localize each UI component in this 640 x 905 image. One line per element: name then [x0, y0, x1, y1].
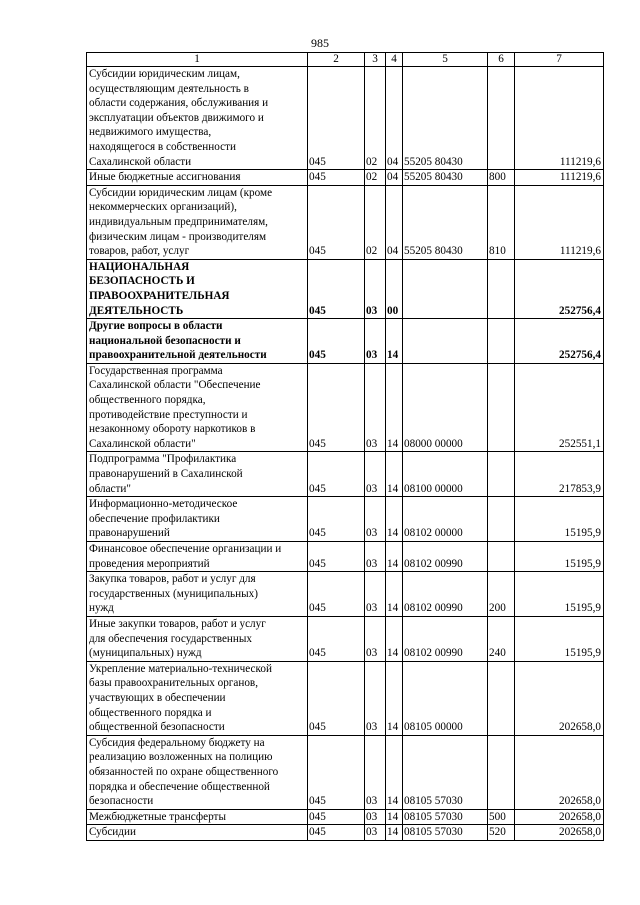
row-subsection-code-cell: 14	[386, 809, 403, 825]
row-subsection-code-cell: 04	[386, 67, 403, 170]
row-ministry-code-cell: 045	[308, 572, 365, 617]
row-name-cell: Другие вопросы в области национальной безопасности и правоохранительной деятельности	[87, 319, 308, 364]
row-target-article-cell: 08105 57030	[403, 825, 488, 841]
row-expense-type-cell	[488, 497, 515, 542]
row-section-code-cell: 03	[365, 497, 386, 542]
row-amount-cell: 15195,9	[515, 497, 604, 542]
row-section-code-cell: 03	[365, 452, 386, 497]
row-ministry-code-cell: 045	[308, 170, 365, 186]
row-ministry-code-cell: 045	[308, 452, 365, 497]
row-expense-type-cell: 800	[488, 170, 515, 186]
table-row	[87, 809, 604, 825]
table-row	[87, 661, 604, 735]
row-section-code-cell: 03	[365, 572, 386, 617]
row-name-cell: Субсидии	[87, 825, 308, 841]
row-target-article-cell: 08105 00000	[403, 661, 488, 735]
row-expense-type-cell	[488, 661, 515, 735]
row-amount-cell: 202658,0	[515, 735, 604, 809]
table-row	[87, 497, 604, 542]
row-section-code-cell: 03	[365, 319, 386, 364]
row-section-code-cell: 03	[365, 825, 386, 841]
row-subsection-code-cell: 04	[386, 170, 403, 186]
row-ministry-code-cell: 045	[308, 497, 365, 542]
row-section-code-cell: 03	[365, 259, 386, 318]
row-target-article-cell: 08102 00000	[403, 497, 488, 542]
row-amount-cell: 252551,1	[515, 363, 604, 452]
row-section-code-cell: 03	[365, 616, 386, 661]
row-name-cell: НАЦИОНАЛЬНАЯ БЕЗОПАСНОСТЬ И ПРАВООХРАНИТЕЛЬНАЯ ДЕЯТЕЛЬНОСТЬ	[87, 259, 308, 318]
table-row	[87, 363, 604, 452]
row-target-article-cell: 55205 80430	[403, 185, 488, 259]
table-row	[87, 67, 604, 170]
row-ministry-code-cell: 045	[308, 825, 365, 841]
header-cell: 7	[515, 53, 604, 67]
page-number: 985	[311, 36, 329, 50]
row-amount-cell: 111219,6	[515, 170, 604, 186]
row-amount-cell: 111219,6	[515, 185, 604, 259]
row-target-article-cell: 08100 00000	[403, 452, 488, 497]
row-amount-cell: 252756,4	[515, 319, 604, 364]
row-name-cell: Межбюджетные трансферты	[87, 809, 308, 825]
row-amount-cell: 15195,9	[515, 542, 604, 572]
row-amount-cell: 217853,9	[515, 452, 604, 497]
row-subsection-code-cell: 14	[386, 572, 403, 617]
row-amount-cell: 15195,9	[515, 572, 604, 617]
row-expense-type-cell: 810	[488, 185, 515, 259]
table-row	[87, 735, 604, 809]
row-section-code-cell: 02	[365, 67, 386, 170]
header-cell: 6	[488, 53, 515, 67]
row-ministry-code-cell: 045	[308, 735, 365, 809]
row-subsection-code-cell: 14	[386, 319, 403, 364]
row-target-article-cell: 08102 00990	[403, 572, 488, 617]
row-subsection-code-cell: 14	[386, 452, 403, 497]
table-row	[87, 259, 604, 318]
row-expense-type-cell	[488, 67, 515, 170]
row-expense-type-cell	[488, 319, 515, 364]
row-name-cell: Иные закупки товаров, работ и услуг для обеспечения государственных (муниципальных) нужд	[87, 616, 308, 661]
row-amount-cell: 202658,0	[515, 661, 604, 735]
row-amount-cell: 202658,0	[515, 809, 604, 825]
row-target-article-cell	[403, 319, 488, 364]
row-target-article-cell: 08102 00990	[403, 542, 488, 572]
row-section-code-cell: 02	[365, 170, 386, 186]
row-name-cell: Информационно-методическое обеспечение профилактики правонарушений	[87, 497, 308, 542]
row-expense-type-cell	[488, 363, 515, 452]
row-ministry-code-cell: 045	[308, 67, 365, 170]
row-name-cell: Государственная программа Сахалинской области "Обеспечение общественного порядка, противодействие преступности и незаконному обороту наркотиков в Сахалинской области"	[87, 363, 308, 452]
row-expense-type-cell	[488, 452, 515, 497]
row-section-code-cell: 03	[365, 735, 386, 809]
row-subsection-code-cell: 14	[386, 497, 403, 542]
table-row	[87, 170, 604, 186]
table-row	[87, 616, 604, 661]
row-subsection-code-cell: 14	[386, 825, 403, 841]
row-subsection-code-cell: 14	[386, 363, 403, 452]
row-section-code-cell: 02	[365, 185, 386, 259]
row-expense-type-cell	[488, 542, 515, 572]
row-name-cell: Подпрограмма "Профилактика правонарушений в Сахалинской области"	[87, 452, 308, 497]
row-section-code-cell: 03	[365, 363, 386, 452]
row-amount-cell: 15195,9	[515, 616, 604, 661]
table-row	[87, 185, 604, 259]
row-ministry-code-cell: 045	[308, 661, 365, 735]
row-name-cell: Финансовое обеспечение организации и проведения мероприятий	[87, 542, 308, 572]
row-subsection-code-cell: 00	[386, 259, 403, 318]
table-header-row	[87, 53, 604, 67]
row-section-code-cell: 03	[365, 809, 386, 825]
row-ministry-code-cell: 045	[308, 185, 365, 259]
row-ministry-code-cell: 045	[308, 319, 365, 364]
row-ministry-code-cell: 045	[308, 616, 365, 661]
row-name-cell: Субсидии юридическим лицам (кроме некоммерческих организаций), индивидуальным предпринимателям, физическим лицам - производителям товаров, работ, услуг	[87, 185, 308, 259]
row-ministry-code-cell: 045	[308, 259, 365, 318]
table-row	[87, 452, 604, 497]
table-row	[87, 825, 604, 841]
row-expense-type-cell	[488, 735, 515, 809]
row-name-cell: Укрепление материально-технической базы правоохранительных органов, участвующих в обеспечении общественного порядка и общественной безопасности	[87, 661, 308, 735]
row-expense-type-cell: 520	[488, 825, 515, 841]
row-section-code-cell: 03	[365, 661, 386, 735]
row-amount-cell: 111219,6	[515, 67, 604, 170]
row-amount-cell: 202658,0	[515, 825, 604, 841]
header-cell: 4	[386, 53, 403, 67]
row-expense-type-cell: 200	[488, 572, 515, 617]
row-subsection-code-cell: 14	[386, 661, 403, 735]
row-target-article-cell	[403, 259, 488, 318]
row-expense-type-cell: 500	[488, 809, 515, 825]
row-target-article-cell: 08105 57030	[403, 735, 488, 809]
header-cell: 2	[308, 53, 365, 67]
row-section-code-cell: 03	[365, 542, 386, 572]
header-cell: 3	[365, 53, 386, 67]
row-name-cell: Закупка товаров, работ и услуг для государственных (муниципальных) нужд	[87, 572, 308, 617]
header-cell: 5	[403, 53, 488, 67]
table-row	[87, 542, 604, 572]
row-target-article-cell: 55205 80430	[403, 170, 488, 186]
header-cell: 1	[87, 53, 308, 67]
table-row	[87, 572, 604, 617]
budget-table	[86, 52, 604, 841]
row-name-cell: Субсидия федеральному бюджету на реализацию возложенных на полицию обязанностей по охране общественного порядка и обеспечение общественной безопасности	[87, 735, 308, 809]
row-ministry-code-cell: 045	[308, 542, 365, 572]
row-target-article-cell: 08105 57030	[403, 809, 488, 825]
table-row	[87, 319, 604, 364]
row-ministry-code-cell: 045	[308, 363, 365, 452]
row-subsection-code-cell: 14	[386, 542, 403, 572]
row-subsection-code-cell: 04	[386, 185, 403, 259]
row-target-article-cell: 08000 00000	[403, 363, 488, 452]
row-expense-type-cell	[488, 259, 515, 318]
row-target-article-cell: 55205 80430	[403, 67, 488, 170]
row-name-cell: Субсидии юридическим лицам, осуществляющим деятельность в области содержания, обслуживания и эксплуатации объектов движимого и недвижимого имущества, находящегося в собственности Сахалинской области	[87, 67, 308, 170]
row-subsection-code-cell: 14	[386, 616, 403, 661]
row-amount-cell: 252756,4	[515, 259, 604, 318]
row-expense-type-cell: 240	[488, 616, 515, 661]
row-name-cell: Иные бюджетные ассигнования	[87, 170, 308, 186]
row-ministry-code-cell: 045	[308, 809, 365, 825]
row-subsection-code-cell: 14	[386, 735, 403, 809]
row-target-article-cell: 08102 00990	[403, 616, 488, 661]
